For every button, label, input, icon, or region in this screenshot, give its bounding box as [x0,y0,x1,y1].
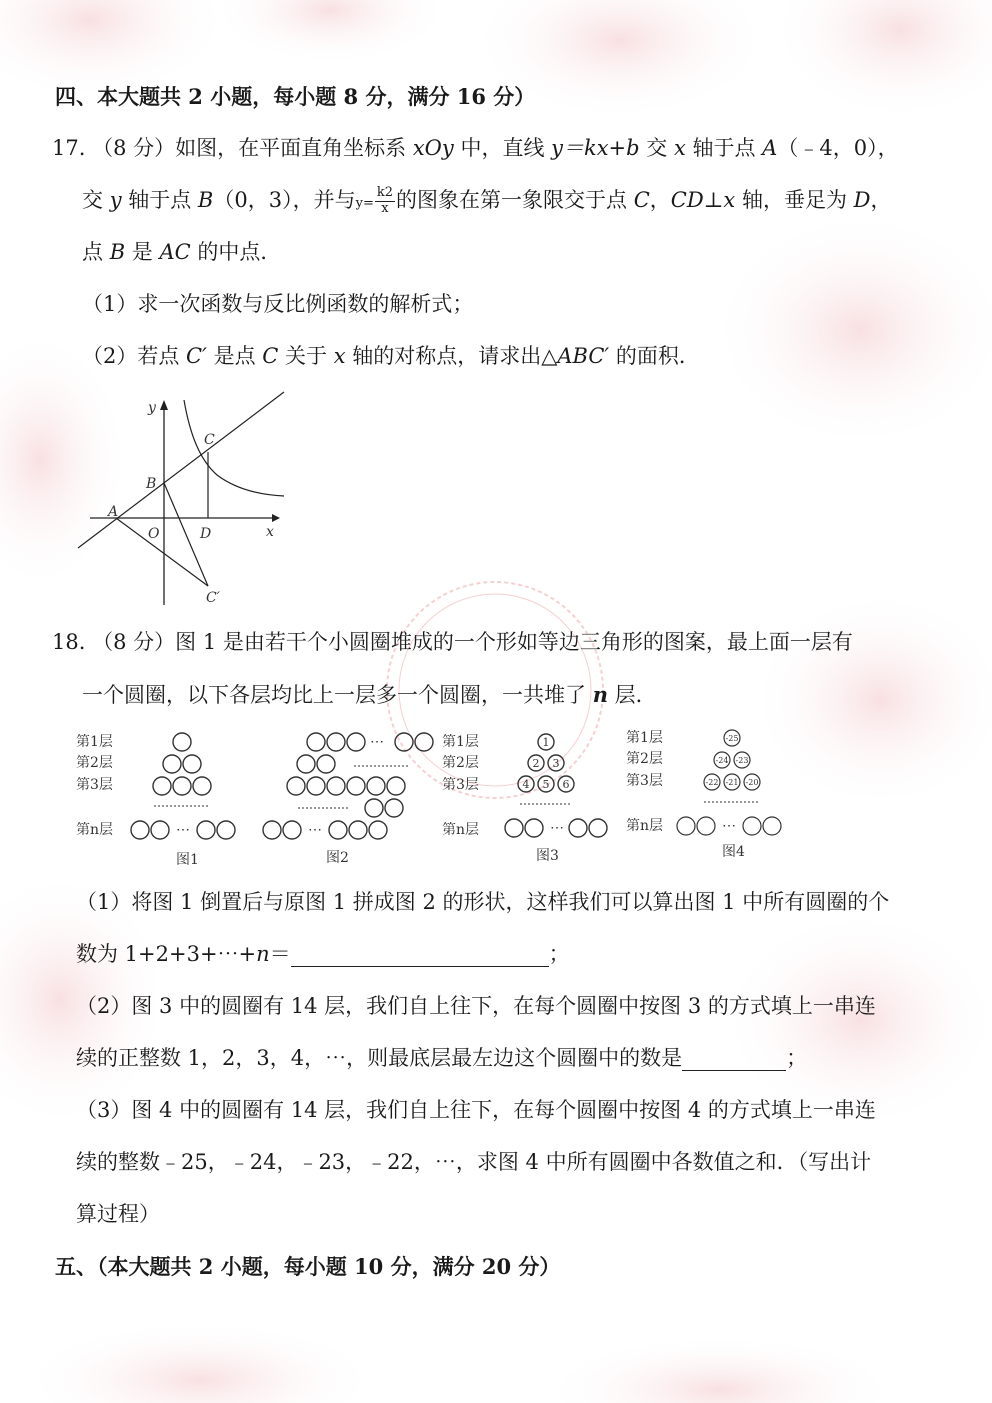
fig1-layer1-label: 第1层 [76,734,113,750]
figure-2 [263,733,433,866]
q18-part-3-line-3: 算过程） [76,1202,160,1226]
q18-part-1-line-2: 数为 1+2+3+⋯+n＝ ； [76,942,570,966]
fig4-num-6: -20 [745,778,759,787]
q18-answer-blank-2[interactable] [682,1050,786,1071]
fig1-layer3-label: 第3层 [76,777,113,793]
graph-label-y: y [148,400,156,416]
figure-1 [76,733,235,868]
x-axis-arrow-icon [272,514,280,522]
fig3-layer2-label: 第2层 [442,755,479,771]
fraction-k2-over-x: $\frac{k2}{x}$ [376,185,393,216]
fig4-caption: 图4 [722,844,745,860]
graph-label-x: x [266,524,274,540]
fig3-num-4: 4 [522,778,530,791]
fig2-caption: 图2 [326,850,349,866]
graph-label-a: A [108,504,119,520]
q17-part-2: （2）若点 C′ 是点 C 关于 x 轴的对称点，请求出△ABC′ 的面积． [82,344,700,368]
svg-text:⋯: ⋯ [176,822,190,838]
graph-label-b: B [146,476,157,492]
y-axis-arrow-icon [160,400,168,410]
q18-circle-figures [70,722,790,872]
graph-label-d: D [200,526,212,542]
graph-label-c: C [204,432,215,448]
fig3-layer3-label: 第3层 [442,777,479,793]
fig3-num-2: 2 [532,757,540,770]
q18-answer-blank-1[interactable] [291,946,549,967]
graph-label-o: O [148,526,160,542]
fig4-num-1: -25 [725,734,739,743]
q18-part-3-line-2: 续的整数﹣25，﹣24，﹣23，﹣22，⋯，求图 4 中所有圆圈中各数值之和．（写出计 [76,1150,872,1174]
fig4-layern-label: 第n层 [626,818,664,834]
fig4-num-4: -22 [705,778,719,787]
q18-part-3-line-1: （3）图 4 中的圆圈有 14 层，我们自上往下，在每个圆圈中按图 4 的方式填上一串连 [76,1098,876,1122]
fig4-layer3-label: 第3层 [626,773,663,789]
svg-text:⋯: ⋯ [722,818,736,834]
svg-text:⋯: ⋯ [550,820,564,836]
q18-part-2-line-2: 续的正整数 1，2，3，4，⋯，则最底层最左边这个圆圈中的数是 ； [76,1046,808,1070]
line-abc [78,392,284,548]
fig3-num-5: 5 [542,778,550,791]
fig4-layer2-label: 第2层 [626,751,663,767]
segment-ac-prime [116,518,208,586]
fig3-num-6: 6 [562,778,570,791]
hyperbola-curve [184,400,284,496]
q18-number: 18. [52,630,86,654]
q18-line-1: 18. （8 分）图 1 是由若干个小圆圈堆成的一个形如等边三角形的图案，最上面一层有 [52,630,853,654]
svg-text:⋯: ⋯ [308,822,322,838]
fig3-layer1-label: 第1层 [442,734,479,750]
section-4-heading: 四、本大题共 2 小题，每小题 8 分，满分 16 分） [55,84,536,109]
q17-number: 17. [52,136,86,160]
q17-line-2: 交 y 轴于点 B（0，3），并与y= $\frac{k2}{x}$ 的图象在第一象限交于点 C，CD⊥x 轴，垂足为 D， [82,185,892,216]
fig4-num-3: -23 [735,756,749,765]
fig1-caption: 图1 [176,852,199,868]
q18-part-2-line-1: （2）图 3 中的圆圈有 14 层，我们自上往下，在每个圆圈中按图 3 的方式填上一串连 [76,994,876,1018]
section-5-heading: 五、（本大题共 2 小题，每小题 10 分，满分 20 分） [55,1254,561,1279]
figure-4 [626,730,781,860]
q17-line-1: 17. （8 分）如图，在平面直角坐标系 xOy 中，直线 y＝kx+b 交 x 轴于点 A（﹣4，0）， [52,136,899,160]
q17-part-1: （1）求一次函数与反比例函数的解析式； [82,292,474,316]
svg-text:⋯: ⋯ [370,734,384,750]
fig4-num-2: -24 [715,756,729,765]
fig4-num-5: -21 [725,778,739,787]
fig3-layern-label: 第n层 [442,822,480,838]
q18-line-2: 一个圆圈，以下各层均比上一层多一个圆圈，一共堆了 n 层． [82,682,657,707]
fig3-num-1: 1 [542,736,550,749]
graph-label-c-prime: C′ [206,590,220,606]
q17-coordinate-graph [72,390,302,610]
q18-part-1-line-1: （1）将图 1 倒置后与原图 1 拼成图 2 的形状，这样我们可以算出图 1 中所有圆圈的个 [76,890,890,914]
fig1-layern-label: 第n层 [76,822,114,838]
figure-3 [442,734,607,864]
fig4-layer1-label: 第1层 [626,730,663,746]
fig3-num-3: 3 [552,757,560,770]
fig3-caption: 图3 [536,848,559,864]
q17-line-3: 点 B 是 AC 的中点． [82,240,282,264]
fig1-layer2-label: 第2层 [76,755,113,771]
